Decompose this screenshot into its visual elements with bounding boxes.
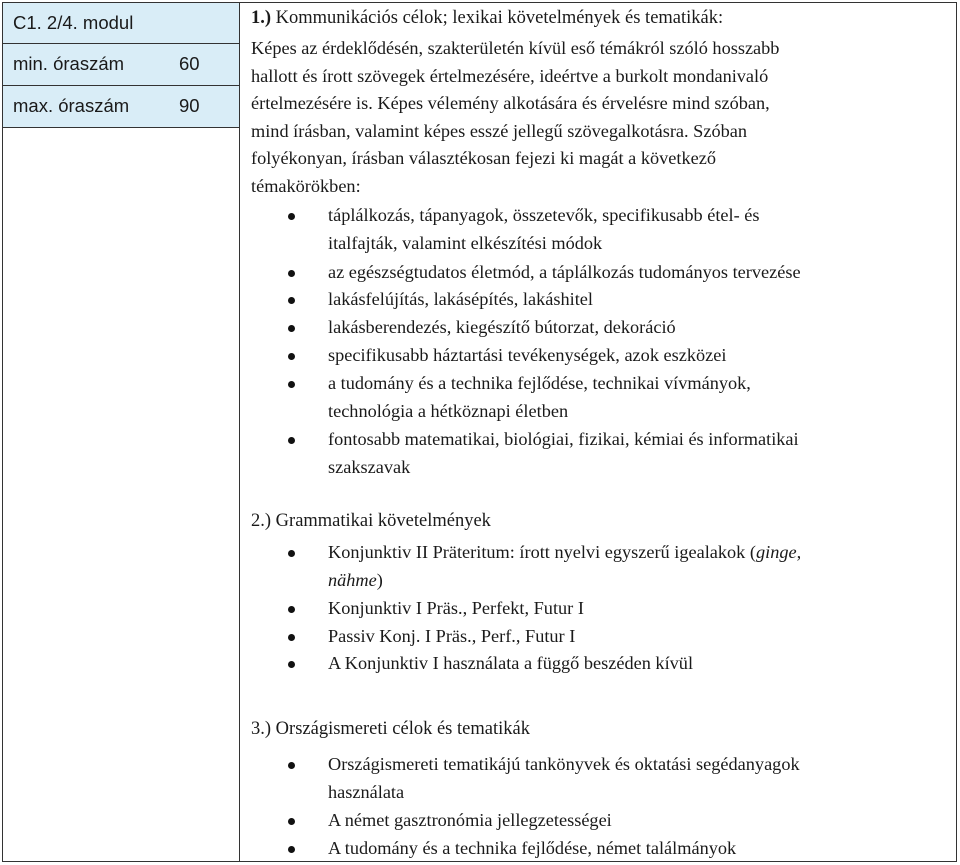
section3-number: 3.) bbox=[251, 719, 272, 739]
section1-paragraph bbox=[251, 35, 949, 201]
section3-heading bbox=[251, 719, 530, 740]
bullet-text: Konjunktiv II Präteritum: írott nyelvi egyszerű igealakok ( bbox=[328, 542, 756, 562]
section1-line: Képes az érdeklődésén, szakterületén kívül eső témákról szóló hosszabb bbox=[251, 38, 780, 58]
section3-title: Országismereti célok és tematikák bbox=[275, 719, 530, 739]
bullet-icon bbox=[288, 661, 295, 668]
bullet-text: Országismereti tematikájú tankönyvek és oktatási segédanyagok bbox=[328, 754, 800, 774]
bullet-text: használata bbox=[328, 781, 405, 802]
bullet-icon bbox=[288, 270, 295, 277]
bullet-text: szakszavak bbox=[328, 456, 411, 477]
bullet-icon bbox=[288, 846, 295, 853]
bullet-text: ) bbox=[376, 569, 383, 590]
bullet-text: technológia a hétköznapi életben bbox=[328, 400, 569, 421]
module-info-column bbox=[3, 3, 240, 861]
bullet-text: A német gasztronómia jellegzetességei bbox=[328, 810, 612, 830]
section1-title: Kommunikációs célok; lexikai követelmények és tematikák: bbox=[275, 8, 724, 28]
bullet-icon bbox=[288, 550, 295, 557]
bullet-text: a tudomány és a technika fejlődése, technikai vívmányok, bbox=[328, 373, 751, 393]
bullet-text: lakásberendezés, kiegészítő bútorzat, dekoráció bbox=[328, 317, 676, 337]
bullet-text: Passiv Konj. I Präs., Perf., Futur I bbox=[328, 626, 576, 646]
section1-line: folyékonyan, írásban választékosan fejezi ki magát a következő bbox=[251, 148, 716, 169]
bullet-text: fontosabb matematikai, biológiai, fizikai, kémiai és informatikai bbox=[328, 429, 799, 449]
section2-heading bbox=[251, 511, 491, 532]
module-code: C1. 2/4. modul bbox=[13, 12, 134, 33]
bullet-icon bbox=[288, 606, 295, 613]
min-hours-label: min. óraszám bbox=[13, 53, 125, 74]
bullet-icon bbox=[288, 353, 295, 360]
bullet-icon bbox=[288, 437, 295, 444]
bullet-text: italfajták, valamint elkészítési módok bbox=[328, 232, 603, 253]
max-hours-label: max. óraszám bbox=[13, 95, 130, 116]
section2-title: Grammatikai követelmények bbox=[275, 511, 491, 531]
bullet-text: az egészségtudatos életmód, a táplálkozás tudományos tervezése bbox=[328, 262, 801, 282]
max-hours-cell bbox=[3, 86, 239, 128]
bullet-text: lakásfelújítás, lakásépítés, lakáshitel bbox=[328, 289, 593, 309]
bullet-icon bbox=[288, 634, 295, 641]
module-code-cell bbox=[3, 3, 239, 44]
min-hours-value: 60 bbox=[179, 53, 200, 74]
bullet-icon bbox=[288, 381, 295, 388]
bullet-icon bbox=[288, 325, 295, 332]
bullet-text-italic: ginge, bbox=[755, 542, 802, 562]
section1-line: témakörökben: bbox=[251, 175, 361, 196]
section1-line: mind írásban, valamint képes esszé jellegű szövegalkotásra. Szóban bbox=[251, 120, 747, 141]
bullet-icon bbox=[288, 818, 295, 825]
bullet-text: specifikusabb háztartási tevékenységek, azok eszközei bbox=[328, 345, 727, 365]
bullet-text: táplálkozás, tápanyagok, összetevők, specifikusabb étel- és bbox=[328, 205, 760, 225]
bullet-icon bbox=[288, 762, 295, 769]
bullet-text: A tudomány és a technika fejlődése, német találmányok bbox=[328, 838, 737, 858]
section1-number: 1.) bbox=[251, 8, 272, 28]
bullet-icon bbox=[288, 213, 295, 220]
section1-line: értelmezésére is. Képes vélemény alkotására és érvelésre mind szóban, bbox=[251, 93, 770, 114]
section1-heading bbox=[251, 8, 723, 29]
min-hours-cell bbox=[3, 44, 239, 86]
bullet-icon bbox=[288, 297, 295, 304]
module-table bbox=[2, 2, 957, 862]
bullet-text-italic: nähme bbox=[328, 569, 377, 590]
section1-line: hallott és írott szövegek értelmezésére, ideértve a burkolt mondanivaló bbox=[251, 65, 769, 86]
section2-number: 2.) bbox=[251, 511, 272, 531]
bullet-text: Konjunktiv I Präs., Perfekt, Futur I bbox=[328, 598, 584, 618]
max-hours-value: 90 bbox=[179, 95, 200, 116]
bullet-text: A Konjunktiv I használata a függő beszéden kívül bbox=[328, 653, 694, 673]
